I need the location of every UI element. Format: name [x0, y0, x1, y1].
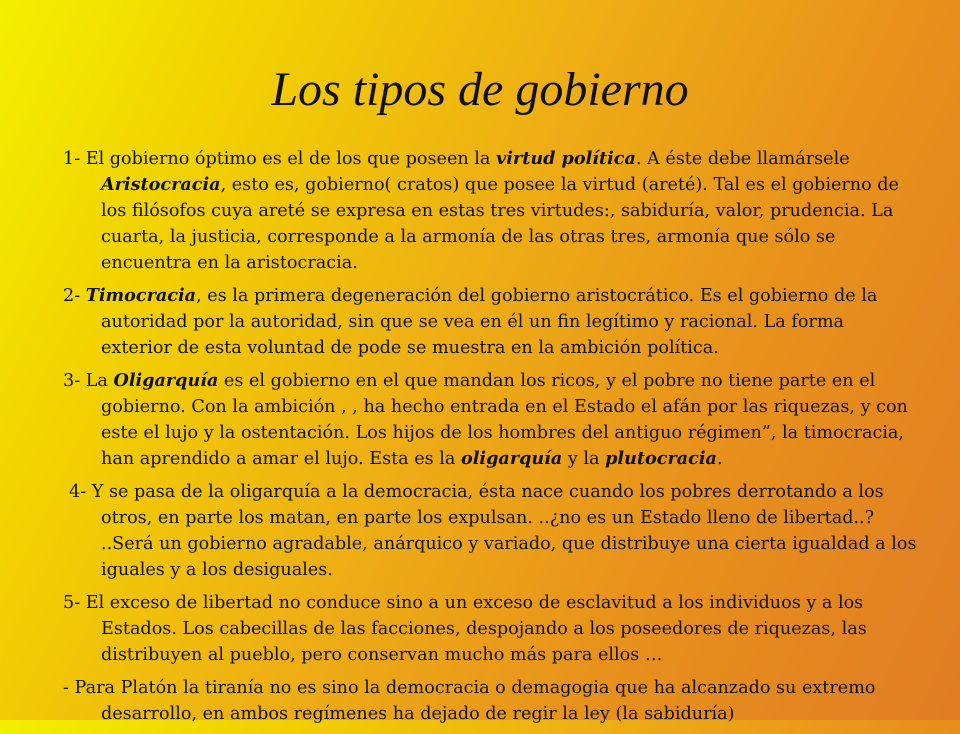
text: , es la primera degeneración del gobierno aristocrático. Es el gobierno de la autoridad por la autoridad, sin que se vea en él un fin legítimo y racional. La forma exterior de esta voluntad de pode se muestra en la ambición política. [101, 286, 878, 358]
term-virtud-politica: virtud política [496, 148, 636, 169]
paragraph-aristocracia [63, 146, 920, 276]
text: es el gobierno en el que mandan los ricos, y el pobre no tiene parte en el gobierno. Con la ambición , , ha hecho entrada en el Estado el afán por las riquezas, y con este el lujo y la ostentación. Los hijos de los hombres del antiguo régimen”, la timocracia, han aprendido a amar el lujo. Esta es la [101, 371, 908, 469]
text: . A éste debe llamársele [635, 149, 850, 169]
term-oligarquia-2: oligarquía [461, 448, 563, 469]
paragraph-exceso-libertad [63, 590, 920, 668]
text: 2- [63, 286, 86, 306]
paragraph-tirania [63, 675, 920, 727]
slide-title: Los tipos de gobierno [271, 63, 689, 116]
paragraph-democracia [63, 479, 920, 583]
text: y la [562, 449, 606, 469]
text: - Para Platón la tiranía no es sino la democracia o demagogia que ha alcanzado su extremo desarrollo, en ambos regímenes ha dejado de regir la ley (la sabiduría) [63, 678, 876, 724]
paragraph-oligarquia [63, 368, 920, 472]
text: , esto es, gobierno( cratos) que posee la virtud (areté). Tal es el gobierno de los filósofos cuya areté se expresa en estas tres virtudes:, sabiduría, valor, prudencia. La cuarta, la justicia, corresponde a la armonía de las otras tres, armonía que sólo se encuentra en la aristocracia. [101, 175, 899, 273]
term-plutocracia: plutocracia [605, 448, 717, 469]
term-aristocracia: Aristocracia [101, 174, 221, 195]
term-timocracia: Timocracia [85, 285, 197, 306]
term-oligarquia: Oligarquía [113, 370, 219, 391]
text: 3- La [63, 371, 114, 391]
slide-body [63, 146, 920, 734]
text: 4- Y se pasa de la oligarquía a la democracia, ésta nace cuando los pobres derrotando a los otros, en parte los matan, en parte los expulsan. ..¿no es un Estado lleno de libertad..? ..Será un gobierno agradable, anárquico y variado, que distribuye una cierta igualdad a los iguales y a los desiguales. [69, 482, 917, 580]
paragraph-timocracia [63, 283, 920, 361]
text: 1- El gobierno óptimo es el de los que poseen la [63, 149, 497, 169]
text: . [716, 449, 723, 469]
text: 5- El exceso de libertad no conduce sino a un exceso de esclavitud a los individuos y a los Estados. Los cabecillas de las facciones, despojando a los poseedores de riquezas, las distribuyen al pueblo, pero conservan mucho más para ellos … [63, 593, 867, 665]
